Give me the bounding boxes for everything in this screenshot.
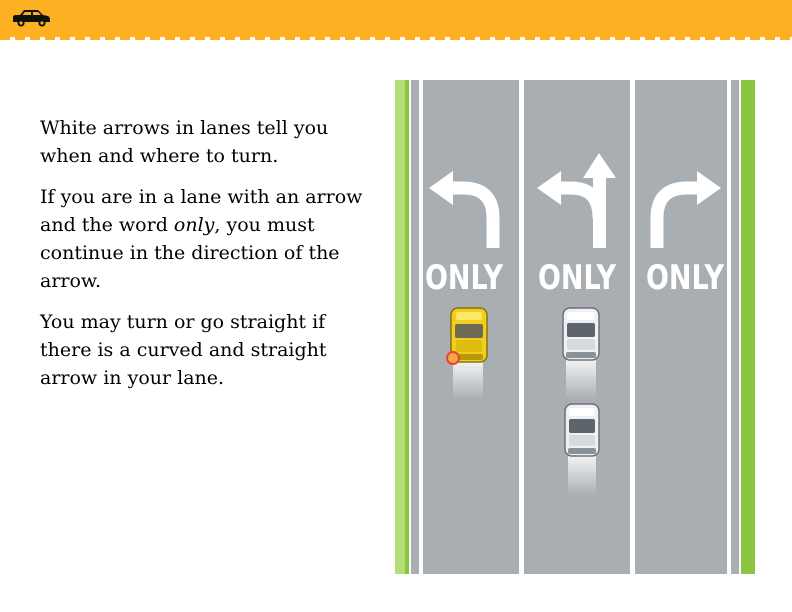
car-icon [10,8,52,28]
paragraph-arrows-meaning: White arrows in lanes tell you when and where to turn. [40,117,329,167]
turn-signal [447,352,459,364]
paragraph-only-lane-end: , you must continue in the direction of the arrow. [40,214,340,292]
white-car [565,404,599,496]
emphasis-only: only [173,214,215,236]
yellow-car [447,308,487,400]
road-lanes-illustration [395,78,755,576]
header-dashed-border [0,37,792,40]
paragraph-turn-or-straight: You may turn or go straight if there is a curved and straight arrow in your lane. [40,311,327,389]
paragraph-only-lane-start: If you are in a lane with an arrow and the word [40,186,363,236]
lane-divider-left [519,80,524,574]
instruction-text [40,114,370,405]
white-car [563,308,599,400]
lane-marking-right: ONLY [646,258,725,298]
paragraph-only-lane [40,183,370,295]
header-band [0,0,792,37]
lane-marking-left: ONLY [425,258,504,298]
lane-marking-middle: ONLY [538,258,617,298]
lane-divider-right [630,80,635,574]
